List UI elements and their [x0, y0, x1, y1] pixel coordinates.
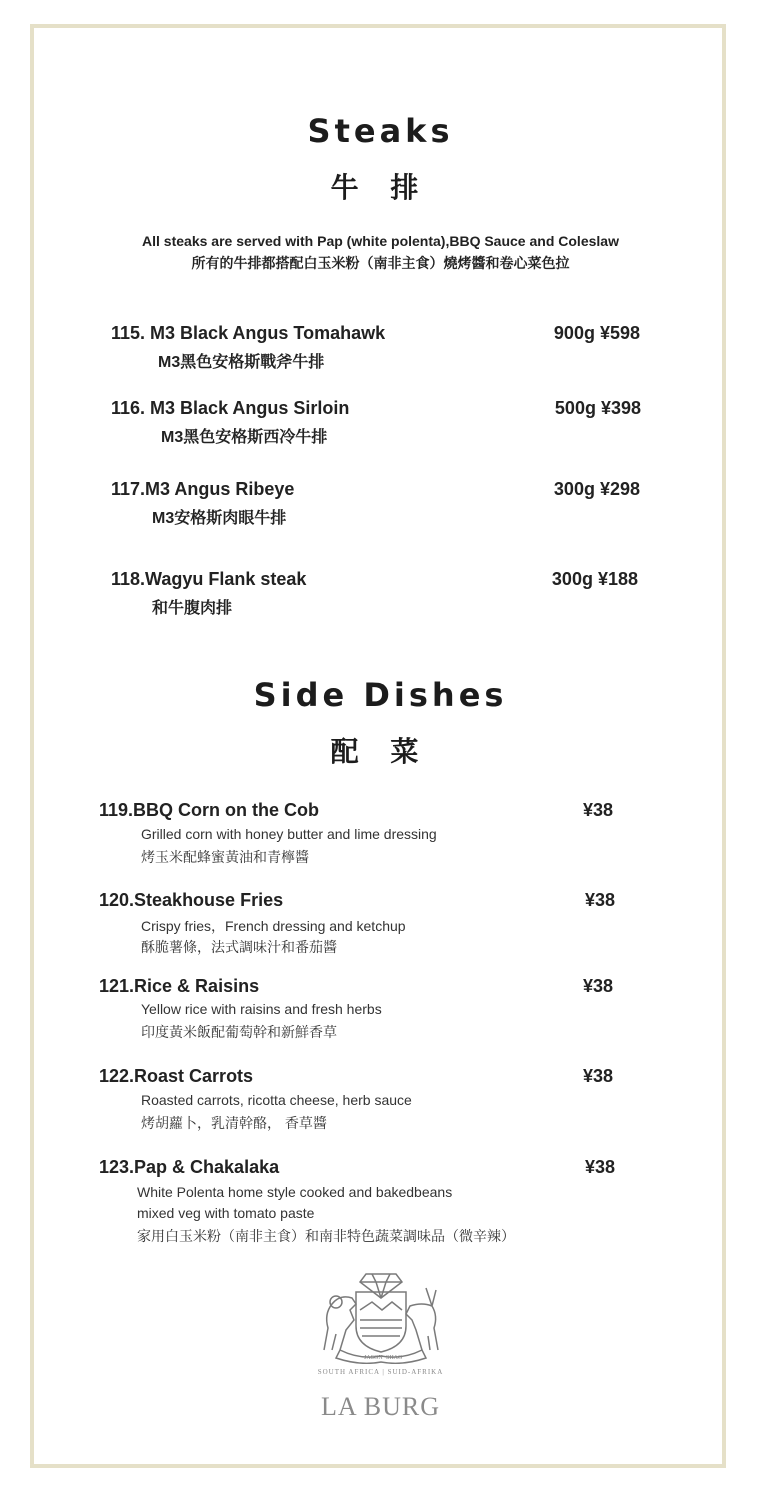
- steak-item-cn: M3黑色安格斯戰斧牛排: [158, 354, 325, 371]
- side-item-name: 123.Pap & Chakalaka: [99, 1157, 280, 1177]
- steak-item-price: 300g ¥298: [553, 479, 640, 499]
- side-item-desc: Crispy fries，French dressing and ketchup: [141, 918, 406, 934]
- side-item-cn: 家用白玉米粉（南非主食）和南非特色蔬菜調味品（微辛辣）: [137, 1228, 515, 1244]
- steaks-title: Steaks: [307, 112, 454, 150]
- side-item-cn: 烤玉米配蜂蜜黃油和青檸醬: [141, 849, 309, 865]
- side-item-cn: 酥脆薯條，法式調味汁和番茄醬: [141, 939, 337, 955]
- steak-item-cn: M3黑色安格斯西冷牛排: [161, 429, 328, 446]
- side-item-price: ¥38: [583, 1066, 614, 1086]
- side-item-desc: White Polenta home style cooked and bakedbeans: [137, 1184, 453, 1200]
- side-item-cn: 烤胡蘿卜，乳清幹酪， 香草醬: [141, 1115, 327, 1131]
- side-item-price: ¥38: [585, 1157, 616, 1177]
- side-item-cn: 印度黃米飯配葡萄幹和新鮮香草: [141, 1024, 337, 1040]
- side-item-name: 121.Rice & Raisins: [99, 976, 260, 996]
- side-item-name: 119.BBQ Corn on the Cob: [99, 800, 320, 820]
- side-item-desc-2: mixed veg with tomato paste: [137, 1205, 315, 1221]
- steak-item-price: 900g ¥598: [553, 323, 640, 343]
- side-item-price: ¥38: [583, 976, 614, 996]
- brand-logo-text: LA BURG: [321, 1392, 440, 1421]
- crest-logo-icon: [310, 1258, 452, 1364]
- steak-item-name: 117.M3 Angus Ribeye: [111, 479, 295, 499]
- side-item-price: ¥38: [583, 800, 614, 820]
- steak-item-name: 115. M3 Black Angus Tomahawk: [111, 323, 386, 343]
- ribbon-right-text: SHAO: [386, 1355, 403, 1361]
- sides-title-cn: 配 菜: [330, 736, 431, 767]
- side-item-desc: Yellow rice with raisins and fresh herbs: [141, 1001, 382, 1017]
- steaks-note-cn: 所有的牛排都搭配白玉米粉（南非主食）燒烤醬和卷心菜色拉: [191, 255, 570, 271]
- logo-tagline: SOUTH AFRICA | SUID-AFRIKA: [317, 1368, 444, 1376]
- side-item-desc: Grilled corn with honey butter and lime dressing: [141, 826, 437, 842]
- steak-item-name: 116. M3 Black Angus Sirloin: [111, 398, 350, 418]
- side-item-desc: Roasted carrots, ricotta cheese, herb sauce: [141, 1092, 412, 1108]
- sides-title: Side Dishes: [253, 676, 508, 714]
- steak-item-cn: M3安格斯肉眼牛排: [152, 510, 287, 527]
- steak-item-name: 118.Wagyu Flank steak: [111, 569, 307, 589]
- steaks-title-cn: 牛 排: [330, 172, 431, 203]
- steak-item-cn: 和牛腹肉排: [152, 600, 233, 617]
- steak-item-price: 500g ¥398: [554, 398, 641, 418]
- steak-item-price: 300g ¥188: [551, 569, 638, 589]
- ribbon-left-text: JASON: [364, 1355, 383, 1361]
- side-item-name: 122.Roast Carrots: [99, 1066, 254, 1086]
- side-item-name: 120.Steakhouse Fries: [99, 890, 284, 910]
- side-item-price: ¥38: [585, 890, 616, 910]
- steaks-note-en: All steaks are served with Pap (white polenta),BBQ Sauce and Coleslaw: [142, 233, 619, 249]
